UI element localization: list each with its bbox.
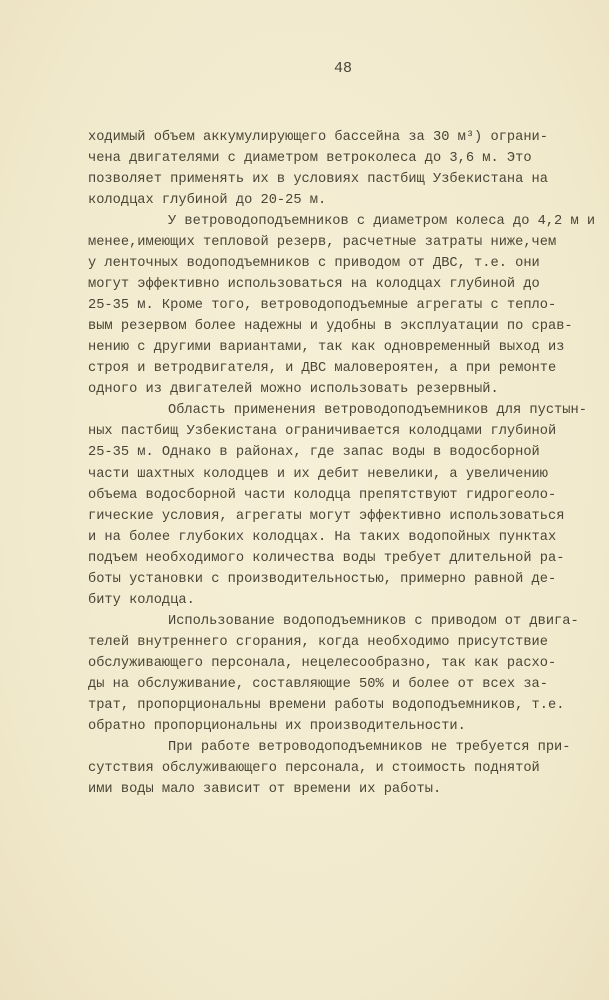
text-line: У ветроводоподъемников с диаметром колеса до 4,2 м и	[168, 214, 596, 230]
text-line: чена двигателями с диаметром ветроколеса до 3,6 м. Это	[88, 151, 532, 167]
text-line: При работе ветроводоподъемников не требуется при-	[168, 739, 571, 755]
text-line: строя и ветродвигателя, и ДВС маловероятен, а при ремонте	[88, 361, 557, 377]
text-line: части шахтных колодцев и их дебит невелики, а увеличению	[88, 466, 548, 482]
page-number: 48	[334, 60, 353, 77]
text-line: биту колодца.	[88, 592, 195, 608]
text-line: трат, пропорциональны времени работы водоподъемников, т.е.	[88, 697, 565, 713]
text-line: ходимый объем аккумулирующего бассейна за 30 м³) ограни-	[88, 130, 548, 145]
text-line: 25-35 м. Кроме того, ветроводоподъемные агрегаты с тепло-	[88, 298, 557, 314]
text-line: обратно пропорциональны их производительности.	[88, 718, 466, 734]
text-line: обслуживающего персонала, нецелесообразно, так как расхо-	[88, 655, 557, 671]
text-line: Область применения ветроводоподъемников для пустын-	[168, 403, 587, 419]
text-line: 25-35 м. Однако в районах, где запас воды в водосборной	[88, 445, 540, 461]
text-line: и на более глубоких колодцах. На таких водопойных пунктах	[88, 529, 557, 545]
text-line: сутствия обслуживающего персонала, и стоимость поднятой	[88, 760, 540, 776]
text-line: ды на обслуживание, составляющие 50% и более от всех за-	[88, 676, 548, 692]
text-line: подъем необходимого количества воды требует длительной ра-	[88, 550, 565, 566]
text-line: ими воды мало зависит от времени их работы.	[88, 781, 442, 797]
text-line: нению с другими вариантами, так как одновременный выход из	[88, 340, 565, 356]
text-line: у ленточных водоподъемников с приводом от ДВС, т.е. они	[88, 256, 540, 272]
text-line: колодцах глубиной до 20-25 м.	[88, 193, 327, 209]
text-line: вым резервом более надежны и удобны в эксплуатации по срав-	[88, 319, 573, 335]
text-line: гические условия, агрегаты могут эффективно использоваться	[88, 508, 565, 524]
text-line: боты установки с производительностью, примерно равной де-	[88, 571, 557, 587]
text-line: менее,имеющих тепловой резерв, расчетные затраты ниже,чем	[88, 235, 557, 251]
text-line: объема водосборной части колодца препятствуют гидрогеоло-	[88, 487, 557, 503]
text-line: могут эффективно использоваться на колодцах глубиной до	[88, 277, 540, 293]
text-line: телей внутреннего сгорания, когда необходимо присутствие	[88, 634, 548, 650]
text-line: ных пастбищ Узбекистана ограничивается колодцами глубиной	[88, 424, 557, 440]
text-line: одного из двигателей можно использовать резервный.	[88, 382, 499, 398]
text-line: Использование водоподъемников с приводом от двига-	[168, 613, 579, 629]
text-line: позволяет применять их в условиях пастбищ Узбекистана на	[88, 172, 548, 188]
body-text	[88, 127, 608, 800]
